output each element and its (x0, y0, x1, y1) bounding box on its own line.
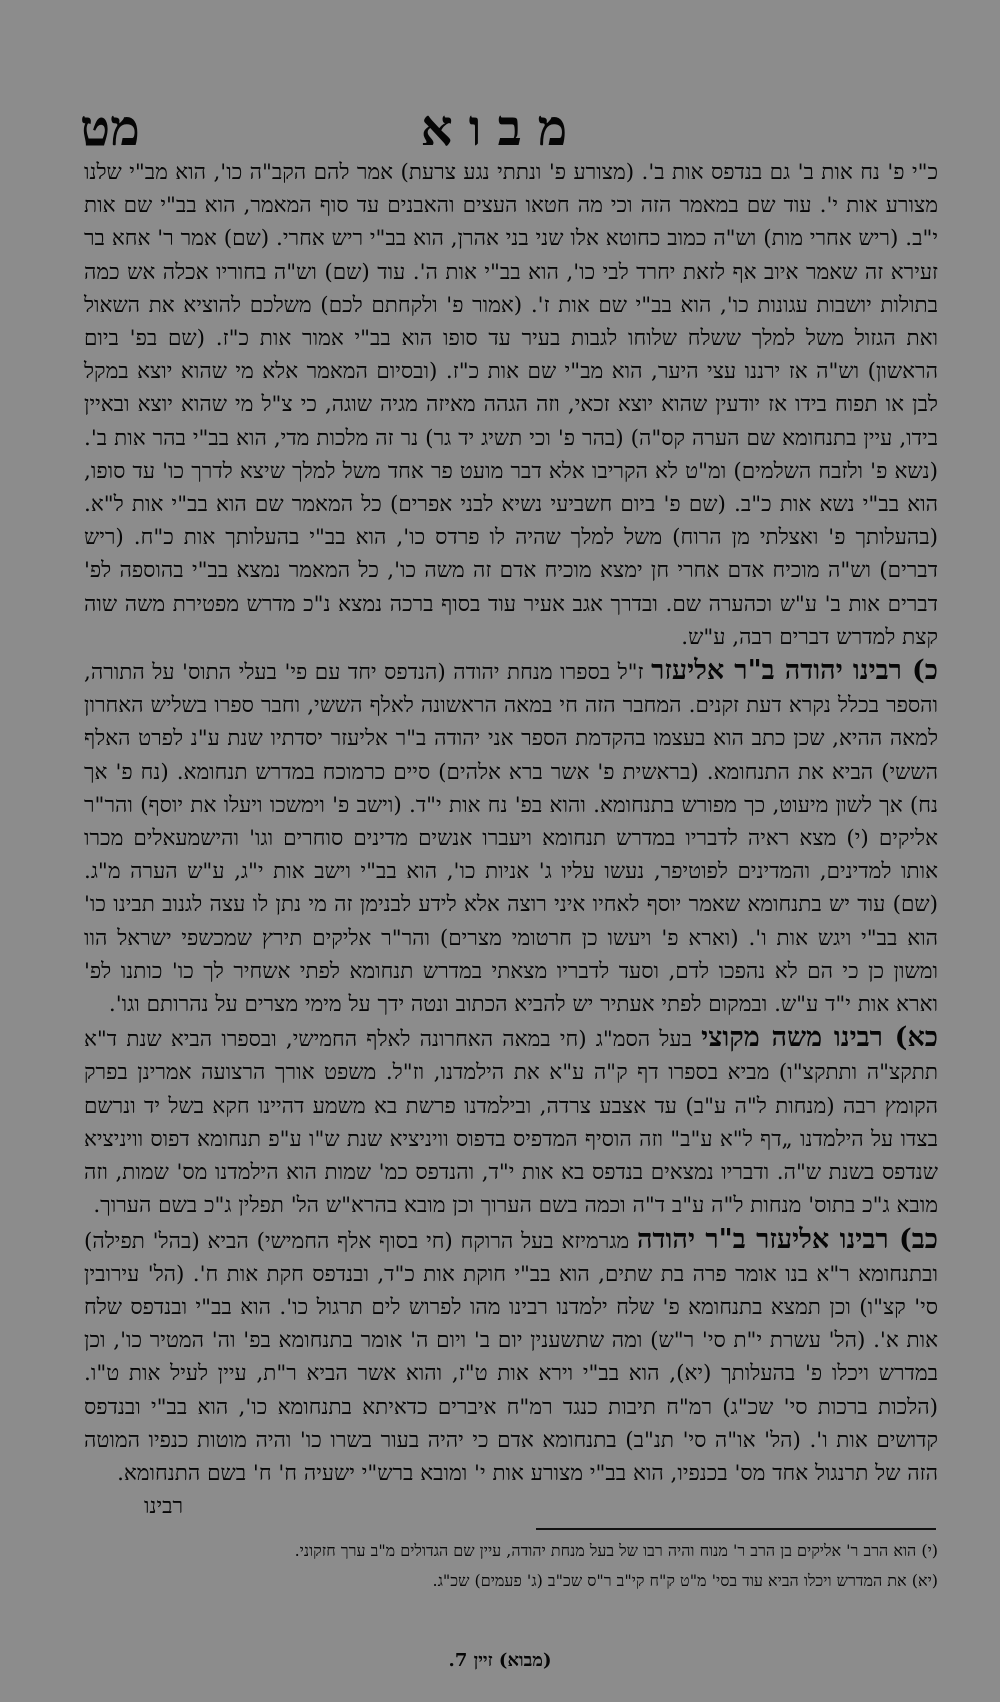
section-kab-text: מגרמיזא בעל הרוקח (חי בסוף אלף החמישי) הביא (בהל' תפילה) ובתנחומא ר"א בנו אומר פרה בת שתים, הוא בב"י חוקת אות כ"ד, ובנדפס חקת אות ח'. (הל' עירובין סי' קצ"ו) וכן תמצא בתנחומא פ' שלח ילמדנו רבינו מהו לפרוש לים תרגול כו'. הוא בב"י ובנדפס שלח אות א'. (הל' עשרת י"ת סי' ר"ש) ומה שתשענין יום ב' ויום ה' אומר בתנחומא בפ' וה' המטיר כו', וכן במדרש ויכלו פ' בהעלותך (יא), הוא בב"י וירא אות ט"ז, והוא אשר הביא ר"ת, עיין לעיל אות ט"ו. (הלכות ברכות סי' שכ"ג) רמ"ח תיבות כנגד רמ"ח איברים כדאיתא בתנחומא כו', הוא בב"י ובנדפס קדושים אות ו'. (הל' או"ה סי' תנ"ב) בתנחומא אדם כי יהיה בעור בשרו כו' והיה מוטות כנפיו המוטה הזה של תרנגול אחד מס' בכנפיו, הוא בב"י מצורע אות י' ומובא ברש"י ישעיה ח' ח' בשם התנחומא. (84, 1228, 938, 1486)
footnote-divider (536, 1528, 936, 1530)
paragraph-continuation: כ"י פ' נח אות ב' גם בנדפס אות ב'. (מצורע פ' ונתתי נגע צרעת) אמר להם הקב"ה כו', הוא מב"י שלנו מצורע אות י'. עוד שם במאמר הזה וכי מה חטאו העצים והאבנים עד סוף המאמר, הוא בב"י שם אות י"ב. (ריש אחרי מות) וש"ה כמוב כחוטא אלו שני בני אהרן, הוא בב"י ריש אחרי. (שם) אמר ר' אחא בר זעירא זה שאמר איוב אף לזאת יחרד לבי כו', הוא בב"י אות ה'. עוד (שם) וש"ה בחוריו אכלה אש כמה בתולות יושבות עגונות כו', הוא בב"י שם אות ז'. (אמור פ' ולקחתם לכם) משלכם להוציא את השאול ואת הגזול משל למלך ששלח שלוחו לגבות בעיר עד סופו הוא בב"י אמור אות כ"ז. (שם בפ' ביום הראשון) וש"ה אז ירננו עצי היער, הוא מב"י שם אות כ"ז. (ובסיום המאמר אלא מי שהוא יוצא במקל לבן או תפוח בידו אז יודעין שהוא יוצא זכאי, וזה הגהה מאיזה מגיה שוגה, כי צ"ל מי שהוא יוצא ובאיין בידו, עיין בתנחומא שם הערה קס"ה) (בהר פ' וכי תשיג יד גר) נר זה מלכות מדי, הוא בב"י בהר אות ב'. (נשא פ' ולזבח השלמים) ומ"ט לא הקריבו אלא דבר מועט פר אחד משל למלך שיצא לדרך כו' עד סופו, הוא בב"י נשא אות כ"ב. (שם פ' ביום חשביעי נשיא לבני אפרים) כל המאמר שם הוא בב"י אות ל"א. (בהעלותך פ' ואצלתי מן הרוח) משל למלך שהיה לו פרדס כו', הוא בב"י בהעלותך אות כ"ח. (ריש דברים) וש"ה מוכיח אדם אחרי חן ימצא מוכיח אדם זה משה כו', כל המאמר נמצא בב"י בהוספה לפ' דברים אות ב' ע"ש וכהערה שם. ובדרך אגב אעיר עוד בסוף ברכה נמצא נ"כ מדרש מפטירת משה שוה קצת למדרש דברים רבה, ע"ש. (84, 160, 938, 650)
section-kaf (84, 654, 938, 1021)
section-kab (84, 1223, 938, 1491)
section-kaa (84, 1021, 938, 1222)
catchword: רבינו (144, 1494, 184, 1520)
page-number: מט (80, 98, 140, 157)
main-text (84, 156, 938, 1523)
page-footer: (מבוא) זיין 7. (448, 1650, 552, 1671)
section-kaa-heading: כא) רבינו משה מקוצי (701, 1022, 938, 1054)
footnote-1: (י) הוא הרב ר' אליקים בן הרב ר' מנוח והיה רבו של בעל מנחת יהודה, עיין שם הגדולים מ"ב ערך חזקוני. (294, 1541, 938, 1560)
page-header (80, 98, 924, 158)
section-kab-heading: כב) רבינו אליעזר ב"ר יהודה (636, 1223, 938, 1255)
section-kaa-text: בעל הסמ"ג (חי במאה האחרונה לאלף החמישי, ובספרו הביא שנת ד"א תתקצ"ה ותתקצ"ו) מביא בספרו דף ק"ה ע"א את הילמדנו, וז"ל. משפט אורך הרצועה אמרינן בפרק הקומץ רבה (מנחות ל"ה ע"ב) עד אצבע צרדה, ובילמדנו פרשת בא משמע דהיינו חקא בשל יד ונרשם בצדו על הילמדנו „דף ל"א ע"ב" וזה הוסיף המדפיס בדפוס וויניציא שנת ש"ו ע"פ תנחומא דפוס וויניציא שנדפס בשנת ש"ה. ודבריו נמצאים בנדפס בא אות י"ד, והנדפס כמ' שמות הוא הילמדנו מס' שמות, וזה מובא ג"כ בתוס' מנחות ל"ה ע"ב ד"ה וכמה בשם הערוך וכן מובא בהרא"ש הל' תפלין ג"כ בשם הערוך. (84, 1027, 938, 1219)
footnotes (84, 1536, 938, 1596)
footnote-2: (יא) את המדרש ויכלו הביא עוד בסי' מ"ט ק"ח קי"ב ר"ס שכ"ב (ג' פעמים) שכ"ג. (432, 1571, 938, 1590)
section-kaf-heading: כ) רבינו יהודה ב"ר אליעזר (651, 655, 939, 687)
page-title: מבוא (420, 98, 584, 157)
section-kaf-text: ז"ל בספרו מנחת יהודה (הנדפס יחד עם פי' בעלי התוס' על התורה, והספר בכלל נקרא דעת זקנים. המחבר הזה חי במאה הראשונה לאלף הששי, וחבר ספרו בשליש האחרון למאה ההיא, שכן כתב הוא בעצמו בהקדמת הספר אני יהודה ב"ר אליעזר יסדתיו שנת ע"נ לפרט האלף הששי) הביא את התנחומא. (בראשית פ' אשר ברא אלהים) סיים כרמוכח במדרש תנחומא. (נח פ' אך נח) אך לשון מיעוט, כך מפורש בתנחומא. והוא בפ' נח אות י"ד. (וישב פ' וימשכו ויעלו את יוסף) והר"ר אליקים (י) מצא ראיה לדבריו במדרש תנחומא ויעברו אנשים מדינים סוחרים וגו' והישמעאלים מכרו אותו למדינים, והמדינים לפוטיפר, נעשו עליו ג' אניות כו', הוא בב"י וישב אות י"ג, ע"ש הערה מ"ג. (שם) עוד יש בתנחומא שאמר יוסף לאחיו איני רוצה אלא לידע לבנימן זה מי נתן לו עצה לגנוב תבינו כו' הוא בב"י ויגש אות ו'. (וארא פ' ויעשו כן חרטומי מצרים) והר"ר אליקים תירץ שמכשפי ישראל הוו ומשון כן כי הם לא נהפכו לדם, וסעד לדבריו מצאתי במדרש תנחומא לפתי אשחיר לך כו' כותנו לפ' וארא אות י"ד ע"ש. ובמקום לפתי אעתיר יש להביא הכתוב ונטה ידך על מימי מצרים על נהרותם וגו'. (84, 660, 938, 1018)
